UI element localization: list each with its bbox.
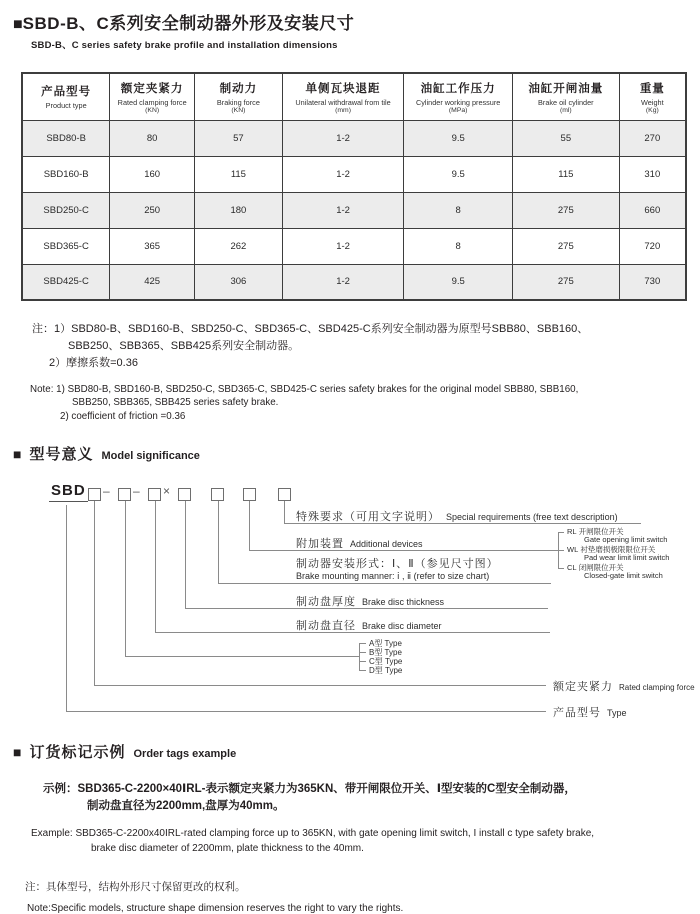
type-bracket-tick xyxy=(359,652,366,653)
type-option-c: C型 Type xyxy=(369,656,403,666)
cell: 730 xyxy=(619,264,686,300)
code-box-7 xyxy=(278,488,291,501)
code-box-1 xyxy=(88,488,101,501)
switch-bracket-tick xyxy=(558,550,564,551)
cell: 425 xyxy=(110,264,195,300)
cell: 275 xyxy=(513,264,620,300)
type-bracket-tick xyxy=(359,670,366,671)
switch-rl: RL 开闸限位开关 xyxy=(567,526,624,536)
code-box-6 xyxy=(243,488,256,501)
order-example-zh-line1: 示例：SBD365-C-2200×40ⅠRL-表示额定夹紧力为365KN、带开闸限位开关、Ⅰ型安装的C型安全制动器， xyxy=(43,782,576,795)
cell: 365 xyxy=(110,228,195,264)
label-disc-thickness: 制动盘厚度 Brake disc thickness xyxy=(296,595,445,608)
order-section-heading xyxy=(13,741,687,762)
code-multiply-sign: × xyxy=(163,483,171,498)
switch-cl-en: Closed-gate limit switch xyxy=(584,570,663,580)
order-example-zh-line2: 制动盘直径为2200mm,盘厚为40mm。 xyxy=(87,800,285,813)
page-title: SBD-B、C系列安全制动器外形及安装尺寸 xyxy=(22,14,355,33)
model-significance-diagram xyxy=(13,475,695,741)
cell: 306 xyxy=(195,264,283,300)
cell: 275 xyxy=(513,192,620,228)
page-subtitle: SBD-B、C series safety brake profile and installation dimensions xyxy=(31,40,338,51)
section-marker-icon: ■ xyxy=(13,445,22,462)
cell: 9.5 xyxy=(404,156,513,192)
cell: 1-2 xyxy=(282,192,404,228)
model-section-heading xyxy=(13,443,687,464)
code-box-4 xyxy=(178,488,191,501)
label-product-type: 产品型号 Type xyxy=(553,706,627,719)
type-option-a: A型 Type xyxy=(369,638,402,648)
table-row xyxy=(22,264,686,300)
table-row xyxy=(22,156,686,192)
cell: 310 xyxy=(619,156,686,192)
switch-rl-en: Gate opening limit switch xyxy=(584,534,668,544)
label-special-requirements: 特殊要求（可用文字说明） Special requirements (free text description) xyxy=(296,510,618,523)
note-zh-line1: 注：1）SBD80-B、SBD160-B、SBD250-C、SBD365-C、SBD425-C系列安全制动器为原型号SBB80、SBB160、 xyxy=(32,323,589,335)
note-en-line2: SBB250, SBB365, SBB425 series safety brake. xyxy=(72,397,279,409)
code-dash: – xyxy=(103,483,110,498)
switch-wl: WL 衬垫磨损极限限位开关 xyxy=(567,544,656,554)
code-prefix: SBD xyxy=(49,482,88,502)
leader-line xyxy=(94,685,546,686)
cell: 9.5 xyxy=(404,120,513,156)
type-bracket xyxy=(359,643,360,670)
col-header-braking: 制动力 Braking force (KN) xyxy=(195,73,283,120)
spec-table xyxy=(21,72,687,301)
cell: 115 xyxy=(195,156,283,192)
leader-line xyxy=(185,501,186,608)
switch-wl-en: Pad wear limit limit switch xyxy=(584,552,670,562)
col-header-pressure: 油缸工作压力 Cylinder working pressure (MPa) xyxy=(404,73,513,120)
cell: 160 xyxy=(110,156,195,192)
switch-bracket-tick xyxy=(558,568,564,569)
cell: 250 xyxy=(110,192,195,228)
leader-line xyxy=(284,501,285,523)
leader-line xyxy=(66,711,546,712)
cell: 262 xyxy=(195,228,283,264)
switch-cl: CL 闭闸限位开关 xyxy=(567,562,624,572)
col-header-product: 产品型号 Product type xyxy=(22,73,110,120)
col-header-weight: 重量 Weight (Kg) xyxy=(619,73,686,120)
notes-block xyxy=(13,321,687,423)
cell-model: SBD425-C xyxy=(22,264,110,300)
cell: 80 xyxy=(110,120,195,156)
col-header-oil: 油缸开闸油量 Brake oil cylinder (ml) xyxy=(513,73,620,120)
page-title-row xyxy=(13,9,687,34)
leader-line xyxy=(94,501,95,685)
section-marker-icon: ■ xyxy=(13,16,23,33)
cell: 1-2 xyxy=(282,120,404,156)
leader-line xyxy=(66,505,67,711)
table-row xyxy=(22,120,686,156)
cell: 1-2 xyxy=(282,156,404,192)
cell-model: SBD365-C xyxy=(22,228,110,264)
cell: 9.5 xyxy=(404,264,513,300)
table-row xyxy=(22,192,686,228)
order-example-en-line1: Example: SBD365-C-2200x40IRL-rated clamping force up to 365KN, with gate opening limit switch, I install c type safety brake, xyxy=(31,828,595,840)
cell: 8 xyxy=(404,192,513,228)
cell-model: SBD250-C xyxy=(22,192,110,228)
leader-line xyxy=(125,501,126,656)
cell: 720 xyxy=(619,228,686,264)
table-header-row xyxy=(22,73,686,120)
code-dash: – xyxy=(133,483,140,498)
cell: 270 xyxy=(619,120,686,156)
section-marker-icon: ■ xyxy=(13,743,22,760)
order-example-en-line2: brake disc diameter of 2200mm, plate thickness to the 40mm. xyxy=(91,843,364,855)
note-zh-line3: 2）摩擦系数=0.36 xyxy=(49,356,138,369)
note-en-line1: Note: 1) SBD80-B, SBD160-B, SBD250-C, SBD365-C, SBD425-C series safety brakes for the original model SBB80, SBB160, xyxy=(30,384,579,396)
code-box-2 xyxy=(118,488,131,501)
cell: 180 xyxy=(195,192,283,228)
cell: 115 xyxy=(513,156,620,192)
model-heading-en: Model significance xyxy=(101,449,200,462)
cell: 55 xyxy=(513,120,620,156)
leader-line xyxy=(218,583,551,584)
label-disc-diameter: 制动盘直径 Brake disc diameter xyxy=(296,619,442,632)
leader-line xyxy=(155,501,156,632)
order-heading-zh: 订货标记示例 xyxy=(29,743,126,761)
type-bracket-tick xyxy=(359,643,366,644)
cell: 275 xyxy=(513,228,620,264)
cell: 8 xyxy=(404,228,513,264)
bottom-note-en: Note:Specific models, structure shape dimension reserves the right to vary the rights. xyxy=(27,903,404,914)
label-additional-devices: 附加装置 Additional devices xyxy=(296,537,423,550)
bottom-note-zh: 注：具体型号，结构外形尺寸保留更改的权利。 xyxy=(25,881,246,894)
col-header-withdrawal: 单侧瓦块退距 Unilateral withdrawal from tile (mm) xyxy=(282,73,404,120)
label-mounting-manner: 制动器安装形式：Ⅰ、Ⅱ（参见尺寸图） Brake mounting manner: ⅰ , ⅱ (refer to size chart) xyxy=(296,557,499,581)
order-heading-en: Order tags example xyxy=(133,747,237,760)
cell-model: SBD160-B xyxy=(22,156,110,192)
type-option-d: D型 Type xyxy=(369,665,403,675)
label-rated-clamping-force: 额定夹紧力 Rated clamping force xyxy=(553,680,695,693)
leader-line xyxy=(249,501,250,550)
switch-bracket-tick xyxy=(558,532,564,533)
note-en-line3: 2) coefficient of friction =0.36 xyxy=(60,410,186,422)
cell-model: SBD80-B xyxy=(22,120,110,156)
leader-line xyxy=(125,656,359,657)
col-header-clamping: 额定夹紧力 Rated clamping force (KN) xyxy=(110,73,195,120)
cell: 57 xyxy=(195,120,283,156)
cell: 1-2 xyxy=(282,228,404,264)
cell: 1-2 xyxy=(282,264,404,300)
cell: 660 xyxy=(619,192,686,228)
code-box-3 xyxy=(148,488,161,501)
type-option-b: B型 Type xyxy=(369,647,402,657)
code-box-5 xyxy=(211,488,224,501)
type-bracket-tick xyxy=(359,661,366,662)
note-zh-line2: SBB250、SBB365、SBB425系列安全制动器。 xyxy=(68,339,300,352)
leader-line xyxy=(218,501,219,583)
table-row xyxy=(22,228,686,264)
model-heading-zh: 型号意义 xyxy=(29,445,94,463)
